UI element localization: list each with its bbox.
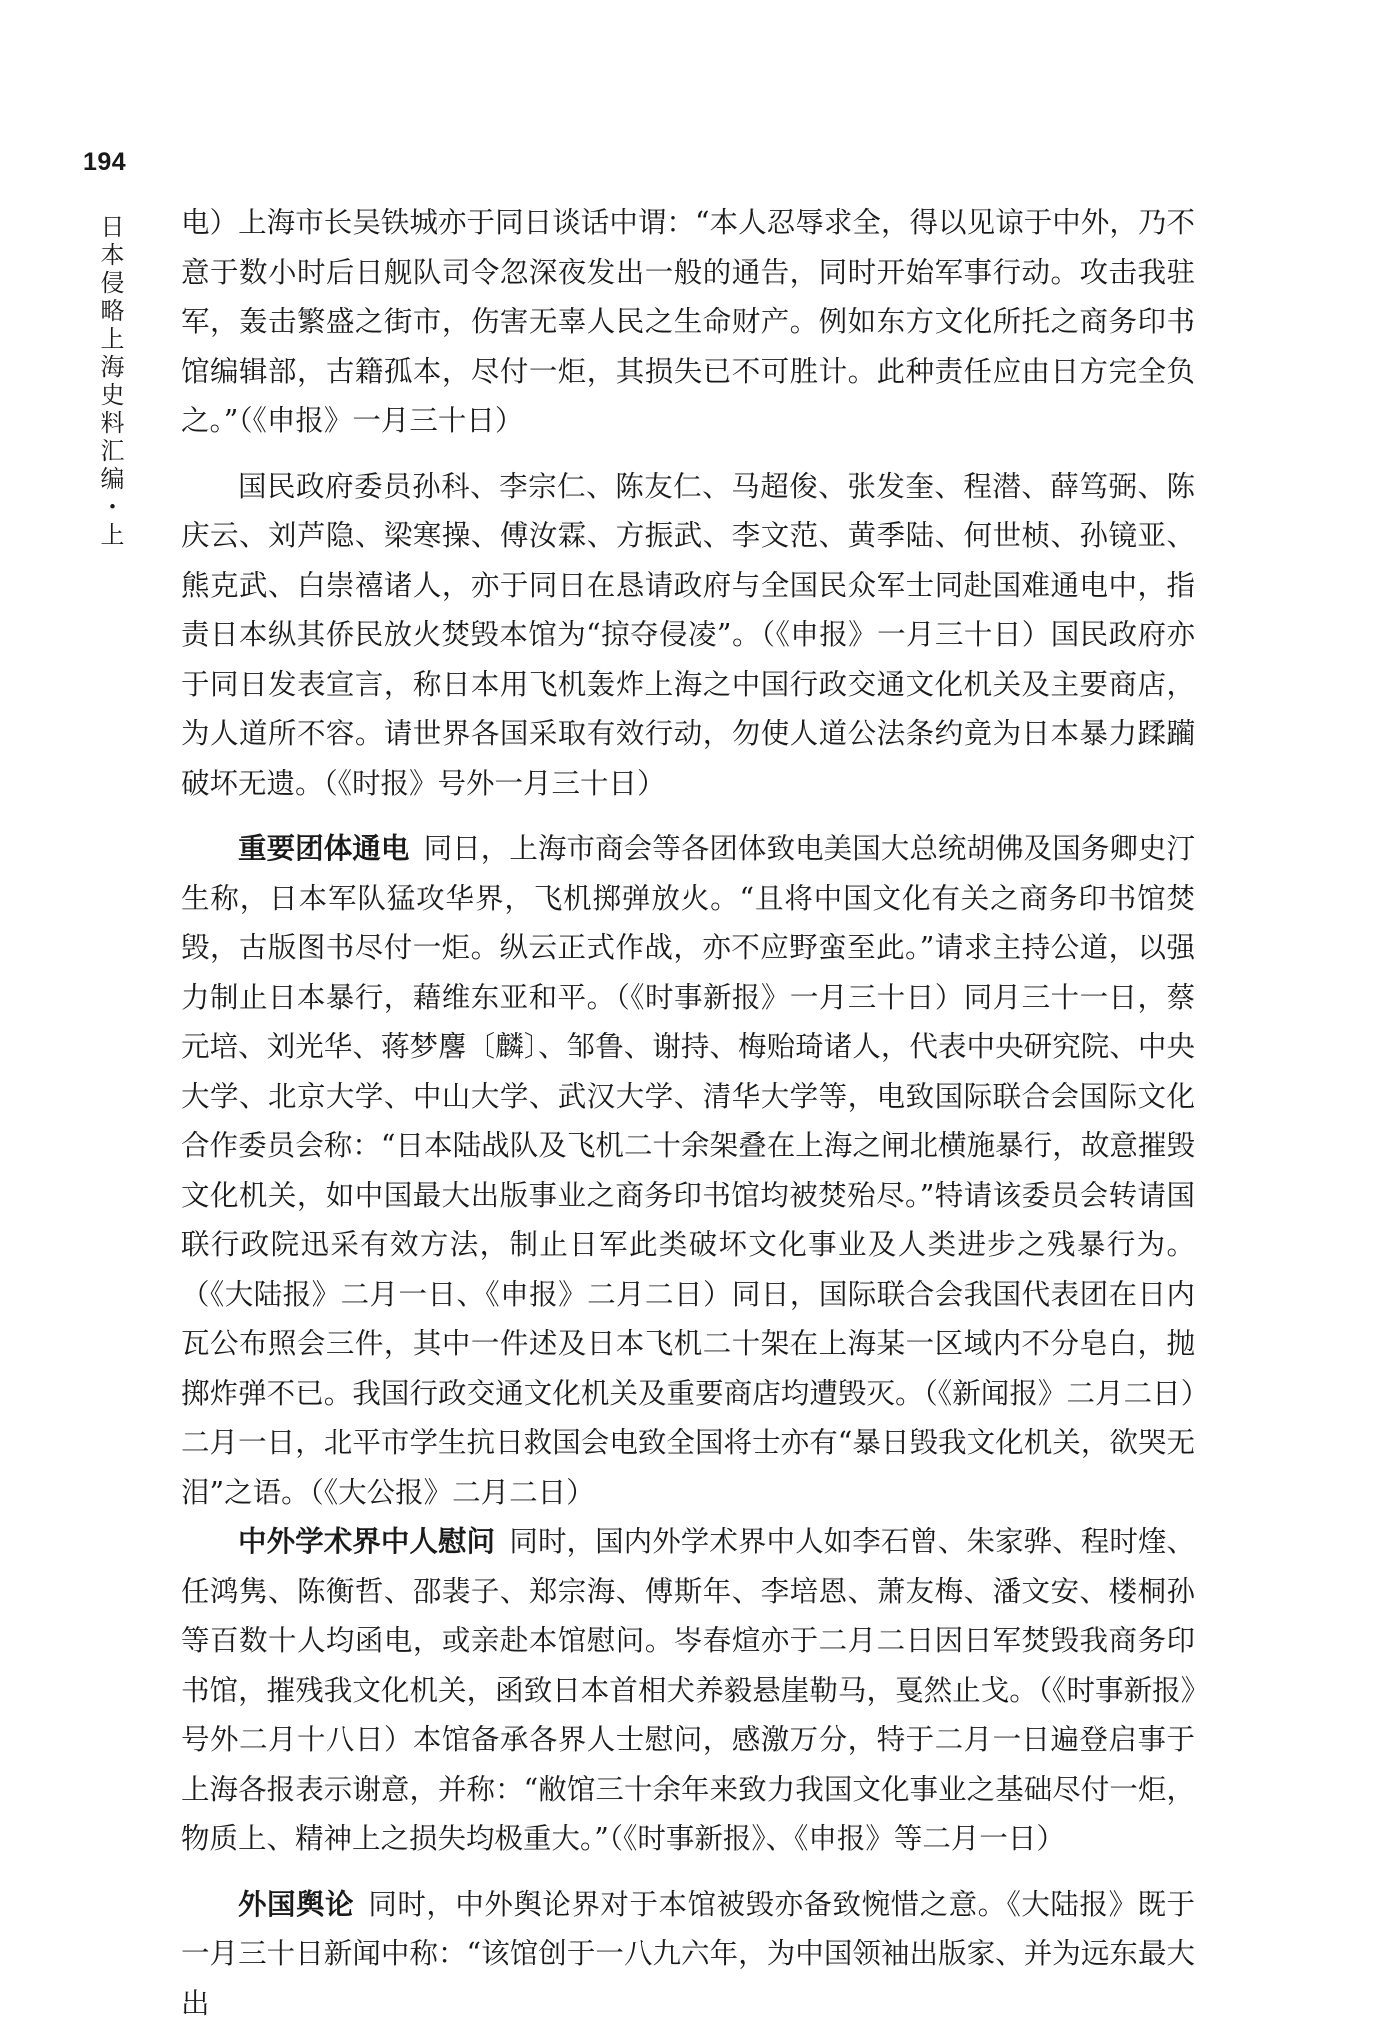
- paragraph-text: 电）上海市长吴铁城亦于同日谈话中谓：“本人忍辱求全，得以见谅于中外，乃不意于数小时后日舰队司令忽深夜发出一般的通告，同时开始军事行动。攻击我驻军，轰击繁盛之街市，伤害无辜人民之生命财产。例如东方文化所托之商务印书馆编辑部，古籍孤本，尽付一炬，其损失已不可胜计。此种责任应由日方完全负之。”（《申报》一月三十日）: [181, 206, 1195, 437]
- section-heading: 外国舆论: [238, 1888, 354, 1921]
- page-number: 194: [83, 148, 126, 177]
- paragraph-3: [181, 824, 1195, 1517]
- paragraph-5: [181, 1880, 1195, 2028]
- text-body: [181, 198, 1195, 2028]
- paragraph-2: [181, 462, 1195, 809]
- paragraph-4: [181, 1517, 1195, 1864]
- section-heading: 中外学术界中人慰问: [238, 1525, 495, 1558]
- paragraph-1: [181, 198, 1195, 446]
- running-title: 日本侵略上海史料汇编・上: [95, 214, 125, 550]
- paragraph-text: 同日，上海市商会等各团体致电美国大总统胡佛及国务卿史汀生称，日本军队猛攻华界，飞机掷弹放火。“且将中国文化有关之商务印书馆焚毁，古版图书尽付一炬。纵云正式作战，亦不应野蛮至此。”请求主持公道，以强力制止日本暴行，藉维东亚和平。（《时事新报》一月三十日）同月三十一日，蔡元培、刘光华、蒋梦麐〔麟〕、邹鲁、谢持、梅贻琦诸人，代表中央研究院、中央大学、北京大学、中山大学、武汉大学、清华大学等，电致国际联合会国际文化合作委员会称：“日本陆战队及飞机二十余架叠在上海之闸北横施暴行，故意摧毁文化机关，如中国最大出版事业之商务印书馆均被焚殆尽。”特请该委员会转请国联行政院迅采有效方法，制止日军此类破坏文化事业及人类进步之残暴行为。（《大陆报》二月一日、《申报》二月二日）同日，国际联合会我国代表团在日内瓦公布照会三件，其中一件述及日本飞机二十架在上海某一区域内不分皂白，抛掷炸弹不已。我国行政交通文化机关及重要商店均遭毁灭。（《新闻报》二月二日）二月一日，北平市学生抗日救国会电致全国将士亦有“暴日毁我文化机关，欲哭无泪”之语。（《大公报》二月二日）: [181, 832, 1195, 1509]
- paragraph-text: 同时，中外舆论界对于本馆被毁亦备致惋惜之意。《大陆报》既于一月三十日新闻中称：“该馆创于一八九六年，为中国领袖出版家、并为远东最大出: [181, 1888, 1195, 2020]
- paragraph-text: 国民政府委员孙科、李宗仁、陈友仁、马超俊、张发奎、程潜、薛笃弼、陈庆云、刘芦隐、梁寒操、傅汝霖、方振武、李文范、黄季陆、何世桢、孙镜亚、熊克武、白崇禧诸人，亦于同日在恳请政府与全国民众军士同赴国难通电中，指责日本纵其侨民放火焚毁本馆为“掠夺侵凌”。（《申报》一月三十日）国民政府亦于同日发表宣言，称日本用飞机轰炸上海之中国行政交通文化机关及主要商店，为人道所不容。请世界各国采取有效行动，勿使人道公法条约竟为日本暴力蹂躏破坏无遗。（《时报》号外一月三十日）: [181, 470, 1195, 800]
- section-heading: 重要团体通电: [238, 832, 409, 865]
- paragraph-text: 同时，国内外学术界中人如李石曾、朱家骅、程时煃、任鸿隽、陈衡哲、邵裴子、郑宗海、傅斯年、李培恩、萧友梅、潘文安、楼桐孙等百数十人均函电，或亲赴本馆慰问。岑春煊亦于二月二日因日军焚毁我商务印书馆，摧残我文化机关，函致日本首相犬养毅悬崖勒马，戛然止戈。（《时事新报》号外二月十八日）本馆备承各界人士慰问，感激万分，特于二月一日遍登启事于上海各报表示谢意，并称：“敝馆三十余年来致力我国文化事业之基础尽付一炬，物质上、精神上之损失均极重大。”（《时事新报》、《申报》等二月一日）: [181, 1525, 1195, 1855]
